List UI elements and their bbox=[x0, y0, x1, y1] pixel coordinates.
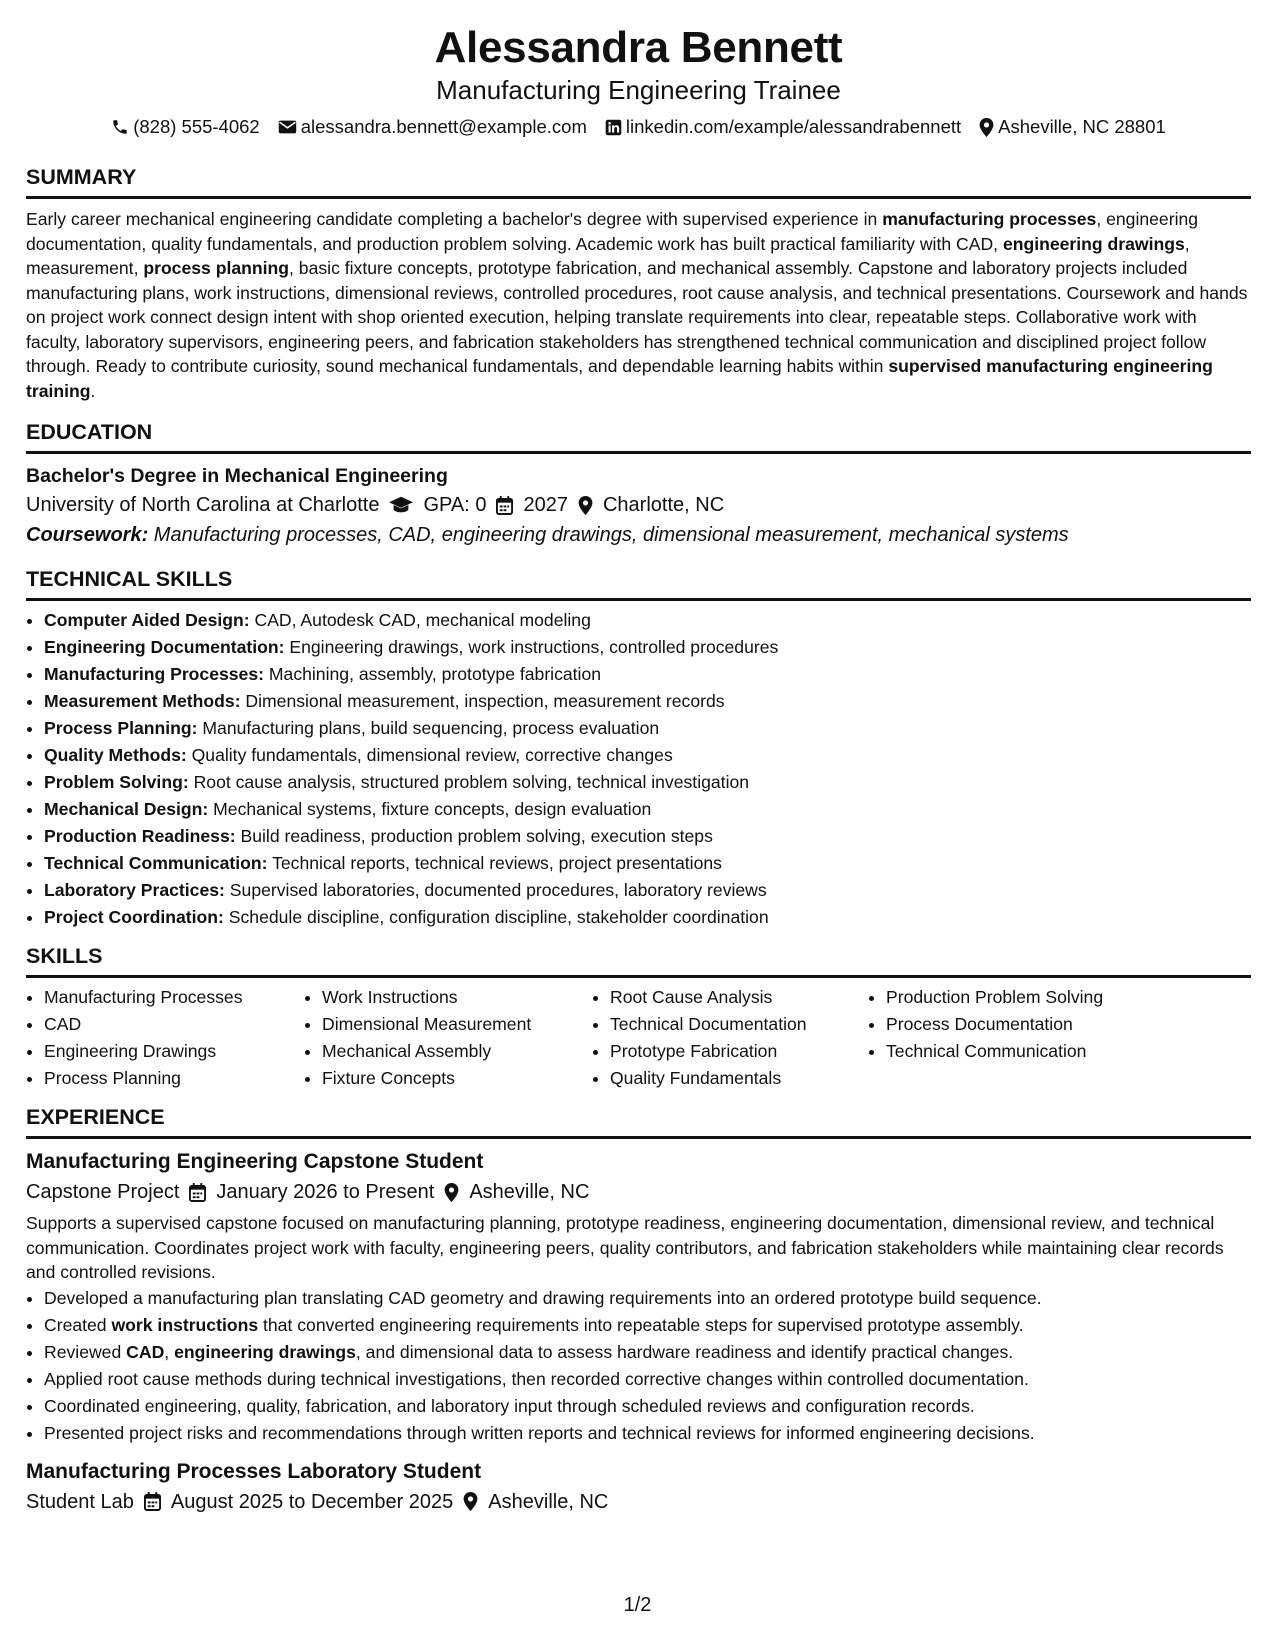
list-item: • Problem Solving: Root cause analysis, structured problem solving, technical investigation bbox=[44, 769, 1251, 796]
map-pin-icon bbox=[444, 1183, 459, 1202]
list-item: • Manufacturing Processes: Machining, assembly, prototype fabrication bbox=[44, 661, 1251, 688]
section-education-heading: EDUCATION bbox=[26, 417, 1251, 454]
education-location: Charlotte, NC bbox=[602, 494, 725, 516]
map-pin-icon bbox=[578, 496, 593, 515]
resume-page bbox=[26, 0, 1251, 1650]
contact-phone[interactable] bbox=[111, 114, 260, 140]
school-name: University of North Carolina at Charlotte bbox=[26, 494, 380, 516]
job-organization: Student Lab bbox=[26, 1490, 134, 1513]
section-summary-heading: SUMMARY bbox=[26, 162, 1251, 199]
linkedin-text: linkedin.com/example/alessandrabennett bbox=[625, 116, 962, 137]
list-item: • Mechanical Design: Mechanical systems, fixture concepts, design evaluation bbox=[44, 796, 1251, 823]
calendar-icon bbox=[189, 1183, 206, 1202]
technical-skills-list bbox=[26, 607, 1251, 931]
skills-column bbox=[304, 984, 592, 1092]
summary-paragraph: Early career mechanical engineering candidate completing a bachelor's degree with supervised experience in manufacturing processes, engineering documentation, quality fundamentals, and production problem solving. Academic work has built practical familiarity with CAD, engineering drawings, measurement, process planning, basic fixture concepts, prototype fabrication, and mechanical assembly. Capstone and laboratory projects included manufacturing plans, work instructions, dimensional reviews, controlled procedures, root cause analysis, and technical presentations. Coursework and hands on project work connect design intent with shop oriented execution, helping translate requirements into clear, repeatable steps. Collaborative work with faculty, laboratory supervisors, engineering peers, and fabrication stakeholders has strengthened technical communication and disciplined project follow through. Ready to contribute curiosity, sound mechanical fundamentals, and dependable learning habits within supervised manufacturing engineering training. bbox=[26, 209, 1248, 401]
location-text: Asheville, NC 28801 bbox=[998, 116, 1166, 137]
list-item: • Coordinated engineering, quality, fabrication, and laboratory input through scheduled reviews and configuration records. bbox=[44, 1393, 1251, 1420]
linkedin-icon bbox=[605, 119, 622, 136]
degree-title: Bachelor's Degree in Mechanical Engineering bbox=[26, 465, 448, 487]
job-location: Asheville, NC bbox=[488, 1490, 609, 1513]
list-item: • Applied root cause methods during technical investigations, then recorded corrective changes within controlled documentation. bbox=[44, 1366, 1251, 1393]
list-item: • Project Coordination: Schedule discipline, configuration discipline, stakeholder coordination bbox=[44, 904, 1251, 931]
list-item: • Root Cause Analysis bbox=[610, 984, 868, 1011]
list-item: • Engineering Documentation: Engineering drawings, work instructions, controlled procedures bbox=[44, 634, 1251, 661]
list-item: • Computer Aided Design: CAD, Autodesk CAD, mechanical modeling bbox=[44, 607, 1251, 634]
list-item: • Manufacturing Processes bbox=[44, 984, 304, 1011]
job-title: Manufacturing Engineering Capstone Student bbox=[26, 1150, 484, 1173]
list-item: • Process Planning bbox=[44, 1065, 304, 1092]
skills-grid bbox=[26, 984, 1251, 1092]
skills-column bbox=[592, 984, 868, 1092]
page-number: 1/2 bbox=[623, 1594, 652, 1616]
coursework-line: Coursework: Manufacturing processes, CAD, engineering drawings, dimensional measurement, mechanical systems bbox=[26, 524, 1069, 546]
list-item: • CAD bbox=[44, 1011, 304, 1038]
contact-location bbox=[979, 114, 1166, 140]
map-pin-icon bbox=[979, 118, 994, 137]
list-item: • Process Planning: Manufacturing plans, build sequencing, process evaluation bbox=[44, 715, 1251, 742]
list-item: • Dimensional Measurement bbox=[322, 1011, 592, 1038]
email-text: alessandra.bennett@example.com bbox=[300, 116, 587, 137]
contact-linkedin[interactable] bbox=[605, 114, 961, 140]
job-bullets bbox=[26, 1285, 1251, 1447]
job-organization: Capstone Project bbox=[26, 1181, 180, 1203]
list-item: • Mechanical Assembly bbox=[322, 1038, 592, 1065]
list-item: • Work Instructions bbox=[322, 984, 592, 1011]
list-item: • Laboratory Practices: Supervised laboratories, documented procedures, laboratory reviews bbox=[44, 877, 1251, 904]
contact-email[interactable] bbox=[278, 114, 587, 140]
job-title: Manufacturing Processes Laboratory Student bbox=[26, 1459, 482, 1483]
skills-column bbox=[26, 984, 304, 1092]
list-item: • Created work instructions that converted engineering requirements into repeatable steps for supervised prototype assembly. bbox=[44, 1312, 1251, 1339]
list-item: • Quality Methods: Quality fundamentals, dimensional review, corrective changes bbox=[44, 742, 1251, 769]
job-location: Asheville, NC bbox=[469, 1181, 590, 1203]
list-item: • Process Documentation bbox=[886, 1011, 1186, 1038]
graduation-year: 2027 bbox=[523, 494, 568, 516]
candidate-role: Manufacturing Engineering Trainee bbox=[436, 75, 841, 105]
calendar-icon bbox=[144, 1492, 161, 1511]
envelope-icon bbox=[278, 119, 297, 135]
list-item: • Production Readiness: Build readiness, production problem solving, execution steps bbox=[44, 823, 1251, 850]
section-skills-heading: SKILLS bbox=[26, 941, 1251, 978]
list-item: • Production Problem Solving bbox=[886, 984, 1186, 1011]
list-item: • Engineering Drawings bbox=[44, 1038, 304, 1065]
list-item: • Prototype Fabrication bbox=[610, 1038, 868, 1065]
calendar-icon bbox=[496, 496, 513, 515]
graduation-cap-icon bbox=[389, 496, 413, 514]
job-description: Supports a supervised capstone focused on manufacturing planning, prototype readiness, engineering documentation, dimensional review, and technical communication. Coordinates project work with faculty, engineering peers, quality contributors, and fabrication stakeholders while maintaining clear records and controlled revisions. bbox=[26, 1213, 1224, 1282]
phone-text: (828) 555-4062 bbox=[133, 116, 260, 137]
list-item: • Presented project risks and recommendations through written reports and technical reviews for informed engineering decisions. bbox=[44, 1420, 1251, 1447]
section-experience-heading: EXPERIENCE bbox=[26, 1102, 1251, 1139]
job-meta bbox=[26, 1487, 1251, 1517]
section-technical-skills-heading: TECHNICAL SKILLS bbox=[26, 564, 1251, 601]
candidate-name: Alessandra Bennett bbox=[434, 23, 843, 72]
list-item: • Quality Fundamentals bbox=[610, 1065, 868, 1092]
skills-column bbox=[868, 984, 1186, 1092]
list-item: • Developed a manufacturing plan translating CAD geometry and drawing requirements into an ordered prototype build sequence. bbox=[44, 1285, 1251, 1312]
job-dates: August 2025 to December 2025 bbox=[170, 1490, 454, 1513]
gpa-text: GPA: 0 bbox=[423, 494, 487, 516]
list-item: • Reviewed CAD, engineering drawings, and dimensional data to assess hardware readiness and identify practical changes. bbox=[44, 1339, 1251, 1366]
map-pin-icon bbox=[463, 1492, 478, 1511]
list-item: • Fixture Concepts bbox=[322, 1065, 592, 1092]
job-dates: January 2026 to Present bbox=[216, 1181, 435, 1203]
list-item: • Technical Documentation bbox=[610, 1011, 868, 1038]
list-item: • Measurement Methods: Dimensional measurement, inspection, measurement records bbox=[44, 688, 1251, 715]
job-meta bbox=[26, 1177, 1251, 1207]
contact-bar bbox=[26, 114, 1251, 140]
education-meta bbox=[26, 490, 1251, 520]
list-item: • Technical Communication bbox=[886, 1038, 1186, 1065]
list-item: • Technical Communication: Technical reports, technical reviews, project presentations bbox=[44, 850, 1251, 877]
phone-icon bbox=[111, 118, 129, 136]
